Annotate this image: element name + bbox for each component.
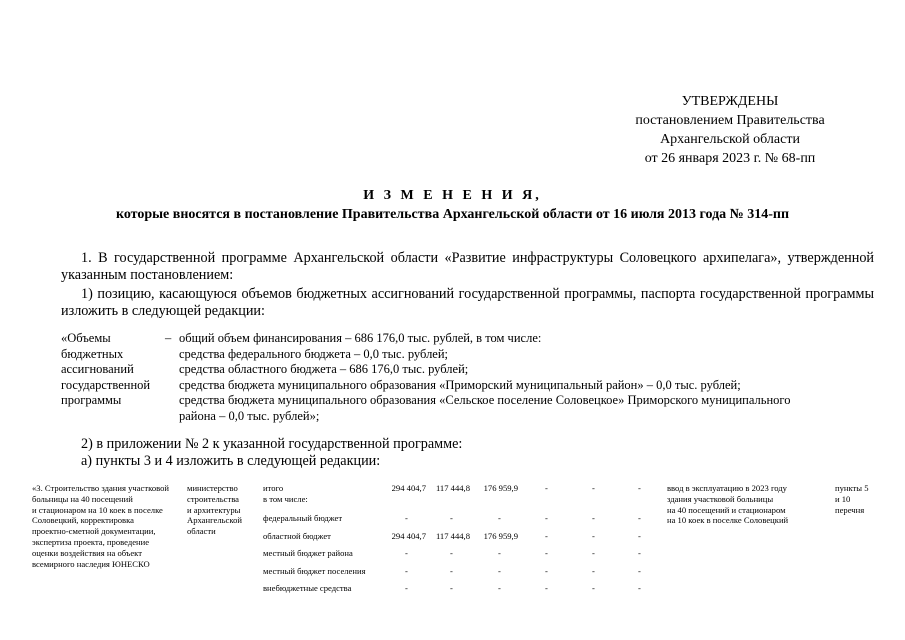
value-cell: - <box>450 513 453 523</box>
executor-line: министерство <box>187 483 238 493</box>
table-executor-cell <box>187 483 257 537</box>
paragraph-2-text: позицию, касающуюся объемов бюджетных ассигнований государственной программы, паспорта государственной программы изложить в следующей редакции: <box>61 286 874 319</box>
table-item-cell <box>32 483 182 569</box>
volume-line: средства областного бюджета – 686 176,0 тыс. рублей; <box>179 362 469 376</box>
value-cell: - <box>498 566 501 576</box>
approval-line-3: Архангельской области <box>660 132 800 147</box>
value-cell: - <box>405 583 408 593</box>
value-cell: - <box>638 548 641 558</box>
value-cell: - <box>638 566 641 576</box>
source-label-sub: в том числе: <box>263 494 308 504</box>
title-sub: которые вносятся в постановление Правительства Архангельской области от 16 июля 2013 года № 314-пп <box>115 207 790 222</box>
approval-line-1: УТВЕРЖДЕНЫ <box>681 94 779 109</box>
approval-line-4: от 26 января 2023 г. № 68-пп <box>644 151 816 166</box>
value-cell: - <box>545 483 548 493</box>
paragraph-4-text: а) пункты 3 и 4 изложить в следующей редакции: <box>81 453 381 469</box>
value-cell: - <box>450 566 453 576</box>
result-line: на 10 коек в поселке Соловецкий <box>667 515 789 526</box>
value-cell: 117 444,8 <box>435 531 470 541</box>
value-cell: - <box>450 548 453 558</box>
value-cell: - <box>405 566 408 576</box>
value-cell: - <box>498 548 501 558</box>
volume-line: средства федерального бюджета – 0,0 тыс. рублей; <box>179 346 449 361</box>
item-line: Соловецкий, корректировка <box>32 515 134 526</box>
volume-label-line: программы <box>61 393 122 407</box>
volume-line: средства бюджета муниципального образования «Приморский муниципальный район» – 0,0 тыс. рублей; <box>179 377 741 392</box>
source-label: областной бюджет <box>263 531 331 541</box>
title-main: И З М Е Н Е Н И Я, <box>363 188 542 203</box>
item-line: и стационаром на 10 коек в поселке <box>32 504 163 515</box>
table-ref-cell <box>835 483 885 515</box>
volume-label-line: ассигнований <box>61 362 134 376</box>
ref-line: и 10 <box>835 493 851 504</box>
value-cell: - <box>638 531 641 541</box>
value-cell: - <box>638 583 641 593</box>
value-cell: - <box>498 583 501 593</box>
item-line: всемирного наследия ЮНЕСКО <box>32 558 150 569</box>
source-label: итого <box>263 483 284 493</box>
source-label: внебюджетные средства <box>263 583 352 593</box>
item-line: экспертиза проекта, проведение <box>32 536 150 547</box>
volume-line: района – 0,0 тыс. рублей»; <box>179 408 320 423</box>
value-cell: - <box>545 513 548 523</box>
value-cell: - <box>545 583 548 593</box>
value-cell: - <box>545 566 548 576</box>
item-line: проектно-сметной документации, <box>32 526 156 537</box>
paragraph-3-text: 2) в приложении № 2 к указанной государственной программе: <box>81 436 463 452</box>
value-cell: 294 404,7 <box>391 531 426 541</box>
volume-dash: – <box>165 331 172 345</box>
value-cell: - <box>450 583 453 593</box>
item-line: «3. Строительство здания участковой <box>32 483 170 493</box>
paragraph-1-number: 1. <box>81 250 92 266</box>
ref-line: перечня <box>835 504 865 515</box>
result-line: ввод в эксплуатацию в 2023 году <box>667 483 787 493</box>
source-label: местный бюджет поселения <box>263 566 366 576</box>
value-cell: 176 959,9 <box>483 531 518 541</box>
executor-line: строительства <box>187 493 239 504</box>
paragraph-1-text: В государственной программе Архангельской области «Развитие инфраструктуры Соловецкого архипелага», утвержденной указанным постановлением: <box>61 250 875 283</box>
value-cell: 294 404,7 <box>391 483 426 493</box>
value-cell: - <box>405 548 408 558</box>
result-line: здания участковой больницы <box>667 493 774 504</box>
value-cell: - <box>592 531 595 541</box>
source-label: местный бюджет района <box>263 548 353 558</box>
volume-label-line: «Объемы <box>61 331 111 345</box>
value-cell: - <box>592 483 595 493</box>
value-cell: 176 959,9 <box>483 483 518 493</box>
ref-line: пункты 5 <box>835 483 869 493</box>
item-line: оценки воздействия на объект <box>32 547 142 558</box>
volume-label-line: бюджетных <box>61 346 124 361</box>
value-cell: - <box>545 531 548 541</box>
executor-line: области <box>187 526 216 537</box>
value-cell: - <box>405 513 408 523</box>
paragraph-2-number: 1) <box>81 286 93 302</box>
value-cell: - <box>638 483 641 493</box>
value-cell: - <box>592 566 595 576</box>
value-cell: - <box>592 583 595 593</box>
item-line: больницы на 40 посещений <box>32 493 133 504</box>
volume-line: общий объем финансирования – 686 176,0 тыс. рублей, в том числе: <box>179 331 542 345</box>
source-label: федеральный бюджет <box>263 513 343 523</box>
executor-line: и архитектуры <box>187 504 241 515</box>
approval-line-2: постановлением Правительства <box>635 113 825 128</box>
value-cell: - <box>592 548 595 558</box>
result-line: на 40 посещений и стационаром <box>667 504 786 515</box>
volume-label-line: государственной <box>61 377 151 392</box>
value-cell: 117 444,8 <box>435 483 470 493</box>
executor-line: Архангельской <box>187 515 242 526</box>
value-cell: - <box>592 513 595 523</box>
value-cell: - <box>638 513 641 523</box>
table-result-cell <box>667 483 827 526</box>
value-cell: - <box>545 548 548 558</box>
volume-line: средства бюджета муниципального образования «Сельское поселение Соловецкое» Приморского муниципального <box>179 393 791 407</box>
value-cell: - <box>498 513 501 523</box>
